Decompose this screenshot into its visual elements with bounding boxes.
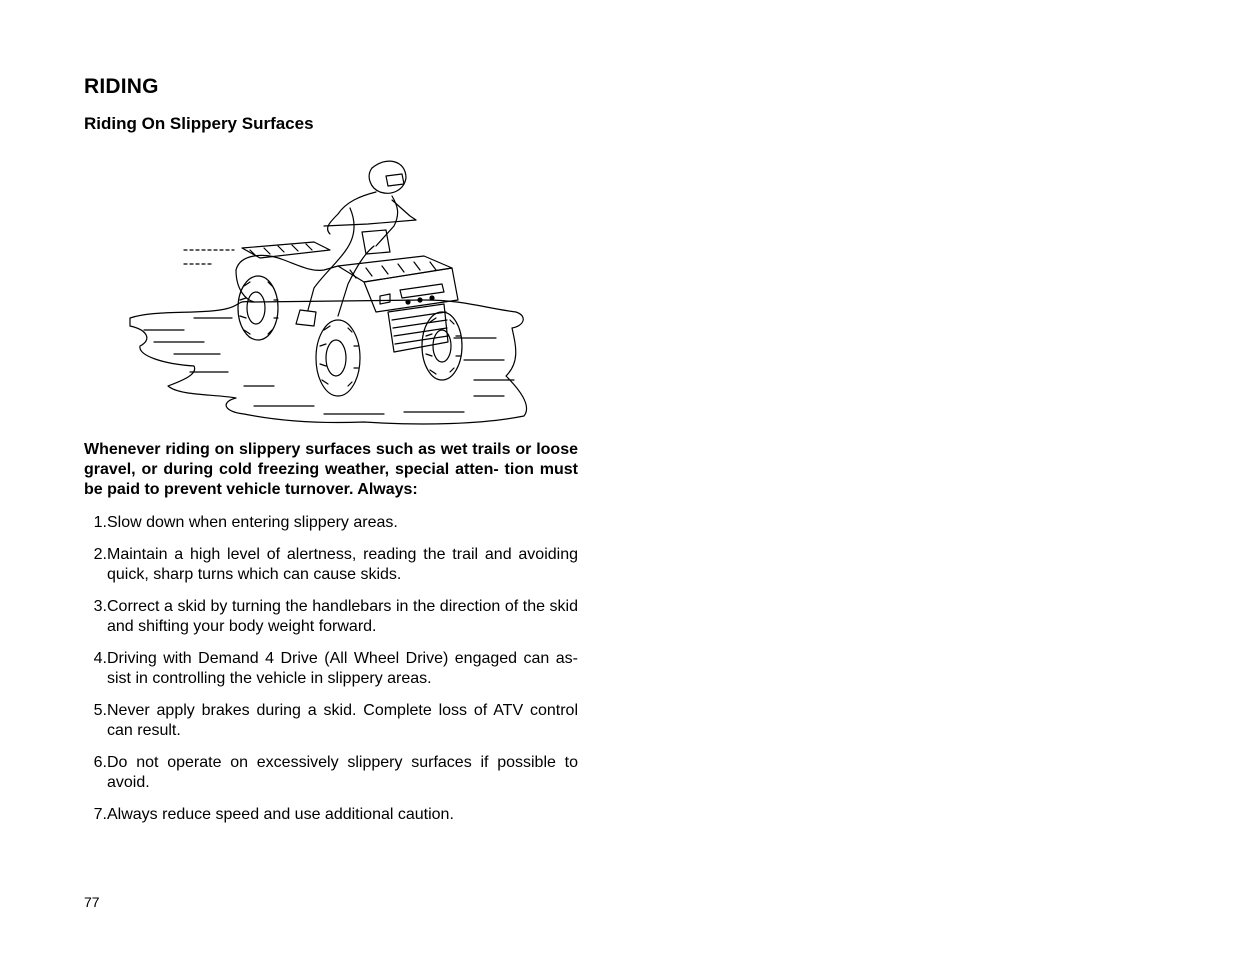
step-number: 6.	[93, 754, 107, 771]
list-item	[84, 753, 578, 793]
safety-steps-list	[84, 513, 578, 837]
list-item	[84, 649, 578, 689]
step-text: Never apply brakes during a skid. Complete loss of ATV control can result.	[107, 702, 578, 739]
step-number: 4.	[93, 650, 107, 667]
atv-rider-illustration	[124, 150, 534, 430]
intro-paragraph: Whenever riding on slippery surfaces such as wet trails or loose gravel, or during cold freezing weather, special atten- tion must be paid to prevent vehicle turnover. Always:	[84, 441, 578, 498]
step-number: 1.	[93, 514, 107, 531]
step-number: 2.	[93, 546, 107, 563]
step-text: Do not operate on excessively slippery surfaces if possible to avoid.	[107, 754, 578, 791]
step-text: Driving with Demand 4 Drive (All Wheel Drive) engaged can as- sist in controlling the vehicle in slippery areas.	[107, 650, 578, 687]
page-number: 77	[84, 894, 100, 910]
step-number: 5.	[93, 702, 107, 719]
list-item	[84, 597, 578, 637]
step-text: Slow down when entering slippery areas.	[107, 514, 398, 531]
list-item	[84, 805, 578, 825]
list-item	[84, 545, 578, 585]
section-title: Riding On Slippery Surfaces	[84, 114, 314, 133]
step-text: Always reduce speed and use additional caution.	[107, 806, 454, 823]
step-number: 3.	[93, 598, 107, 615]
list-item	[84, 513, 578, 533]
step-text: Maintain a high level of alertness, reading the trail and avoiding quick, sharp turns which can cause skids.	[107, 546, 578, 583]
list-item	[84, 701, 578, 741]
step-number: 7.	[93, 806, 107, 823]
step-text: Correct a skid by turning the handlebars in the direction of the skid and shifting your body weight forward.	[107, 598, 578, 635]
page-title: RIDING	[84, 75, 159, 98]
puddle-outline	[130, 300, 527, 424]
